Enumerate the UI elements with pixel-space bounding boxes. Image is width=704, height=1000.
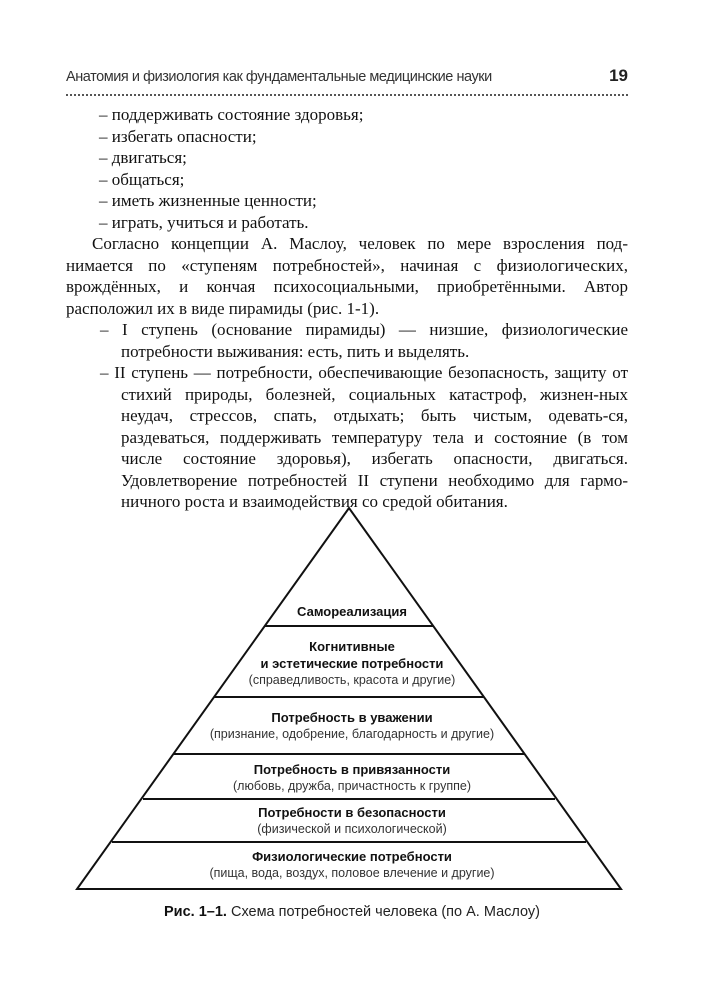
- level-cognitive-aesthetic: Когнитивные и эстетические потребности (справедливость, красота и другие): [248, 639, 456, 687]
- list-item: – общаться;: [99, 169, 185, 189]
- list-item: – поддерживать состояние здоровья;: [99, 105, 364, 124]
- running-title: Анатомия и физиология как фундаментальные медицинские науки: [66, 69, 492, 85]
- maslow-pyramid-figure: [0, 500, 704, 900]
- step-item: – I ступень (основание пирамиды) — низшие, физиологические потребности выживания: есть, пить и выделять.: [100, 320, 628, 361]
- caption-label: Рис. 1–1.: [164, 904, 227, 920]
- list-item: – играть, учиться и работать.: [99, 212, 309, 232]
- level-belonging: Потребность в привязанности (любовь, дружба, причастность к группе): [233, 762, 471, 793]
- list-item: – двигаться;: [99, 148, 187, 167]
- step-item: – II ступень — потребности, обеспечивающие безопасность, защиту от стихий природы, болезней, социальных катастроф, жизнен-ных неудач, стрессов, спать, отдыхать; быть чистым, одевать-ся, раздеваться, поддерживать температуру тела и состояние (в том числе состояние здоровья), избегать опасности, двигаться. Удовлетворение потребностей II ступени необходимо для гармо-ничного роста и взаимодействия со средой обитания.: [100, 363, 628, 511]
- pyramid-diagram: [0, 500, 704, 900]
- maslow-paragraph: Согласно концепции А. Маслоу, человек по мере взросления под-нимается по «ступеням потребностей», начиная с физиологических, врождённых, и кончая психосоциальными, приобретёнными. Автор расположил их в виде пирамиды (рис. 1-1).: [66, 234, 628, 318]
- level-self-actualization: Самореализация: [297, 604, 407, 619]
- body-text: [66, 104, 628, 513]
- list-item: – избегать опасности;: [99, 126, 257, 146]
- caption-text: Схема потребностей человека (по А. Маслоу): [226, 904, 540, 920]
- page-number: 19: [609, 66, 628, 85]
- level-physiological: Физиологические потребности (пища, вода, воздух, половое влечение и другие): [209, 849, 495, 880]
- level-esteem: Потребность в уважении (признание, одобрение, благодарность и другие): [209, 710, 495, 741]
- level-safety: Потребности в безопасности (физической и психологической): [257, 805, 447, 836]
- figure-caption: [0, 904, 704, 920]
- page-header: [66, 60, 628, 96]
- list-item: – иметь жизненные ценности;: [99, 191, 317, 210]
